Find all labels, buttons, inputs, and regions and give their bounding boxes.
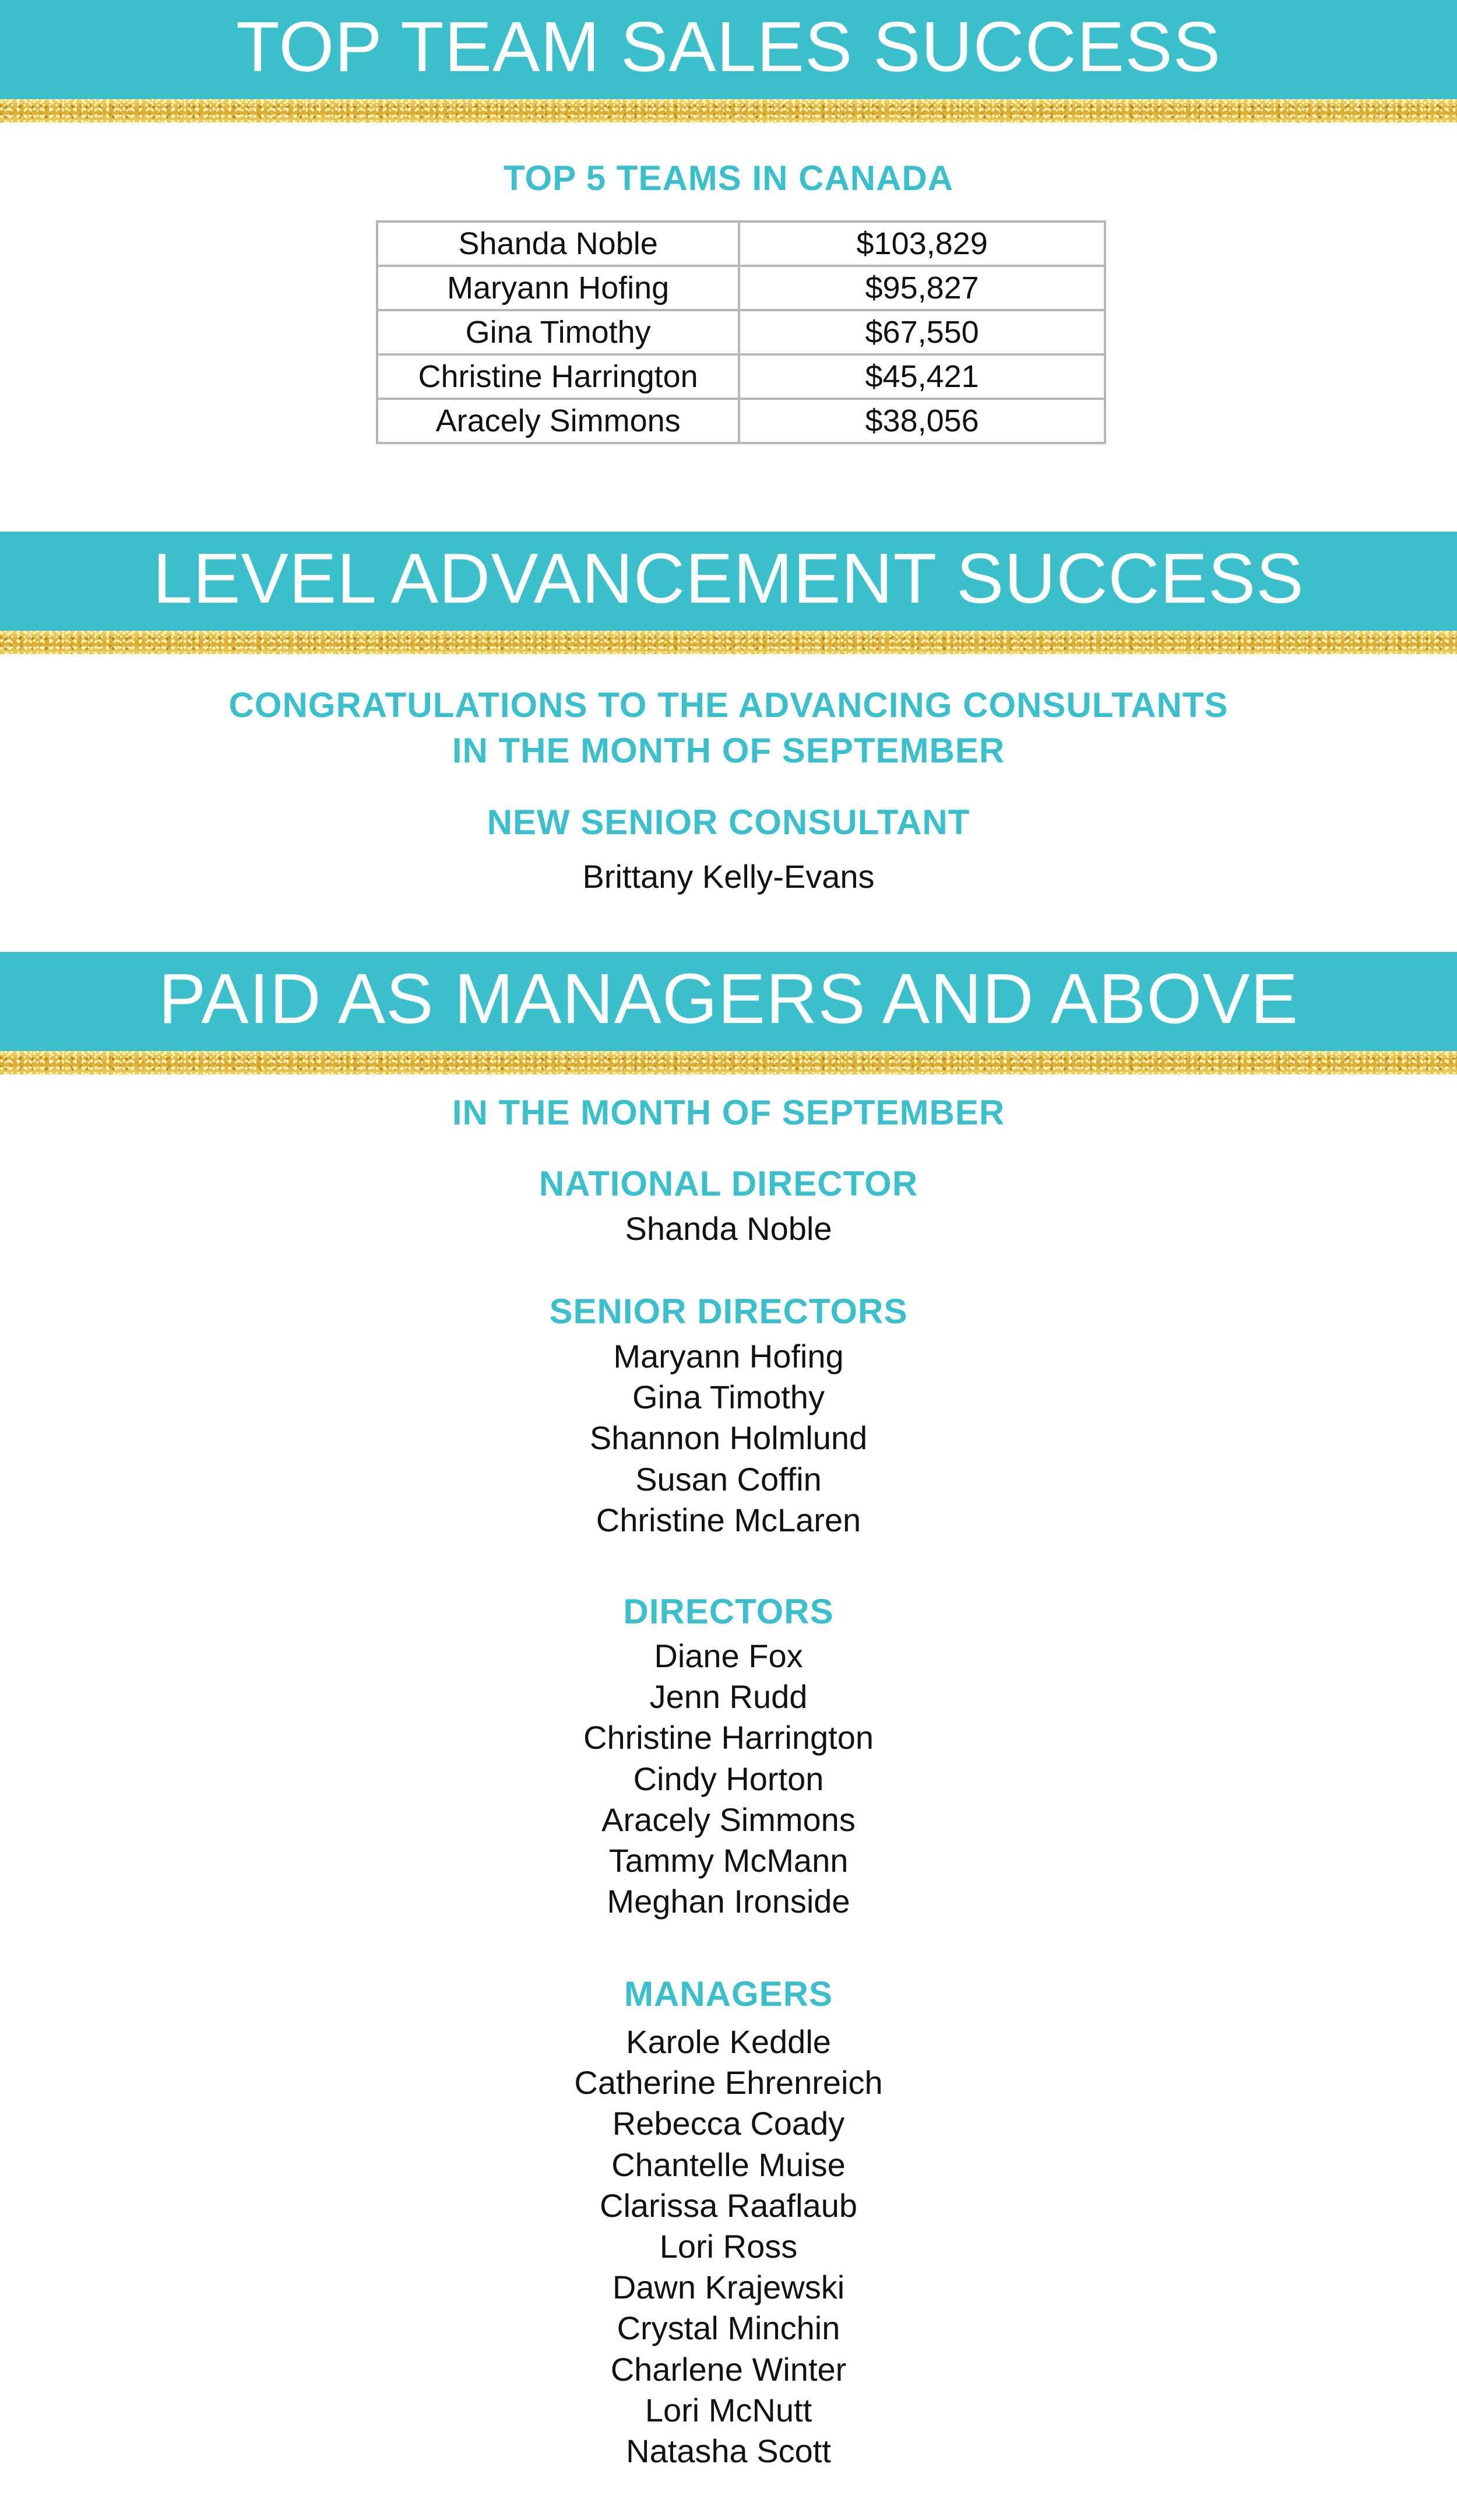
table-row	[377, 266, 1105, 310]
team-amount-cell: $45,421	[739, 354, 1105, 399]
list-item: Charlene Winter	[610, 2350, 847, 2388]
list-item: Christine Harrington	[583, 1719, 874, 1756]
national-director-heading: NATIONAL DIRECTOR	[539, 1164, 918, 1203]
congratulations-line-2: IN THE MONTH OF SEPTEMBER	[452, 731, 1005, 770]
list-item: Christine McLaren	[596, 1501, 861, 1538]
team-amount-cell: $103,829	[739, 222, 1105, 266]
top-five-teams-heading: TOP 5 TEAMS IN CANADA	[503, 159, 954, 198]
list-item: Clarissa Raaflaub	[600, 2187, 857, 2224]
month-of-september-line: IN THE MONTH OF SEPTEMBER	[452, 1093, 1005, 1132]
list-item: Karole Keddle	[626, 2023, 831, 2060]
list-item: Tammy McMann	[608, 1842, 849, 1879]
table-row	[377, 310, 1105, 354]
table-row	[377, 354, 1105, 399]
top-team-banner	[0, 0, 1457, 122]
list-item: Aracely Simmons	[601, 1801, 856, 1838]
list-item: Susan Coffin	[635, 1460, 822, 1498]
national-director-list	[0, 1208, 1457, 1249]
gold-glitter-divider	[0, 99, 1457, 122]
senior-directors-heading: SENIOR DIRECTORS	[549, 1292, 908, 1331]
team-name-cell: Gina Timothy	[377, 310, 739, 354]
managers-heading: MANAGERS	[624, 1974, 833, 2013]
directors-list	[0, 1636, 1457, 1922]
list-item: Shanda Noble	[625, 1210, 832, 1247]
level-advancement-banner-band	[0, 532, 1457, 631]
gold-glitter-divider	[0, 1051, 1457, 1074]
list-item: Lori McNutt	[645, 2391, 812, 2428]
list-item: Shannon Holmlund	[589, 1419, 868, 1457]
new-senior-consultant-heading: NEW SENIOR CONSULTANT	[487, 803, 970, 842]
list-item: Natasha Scott	[626, 2433, 831, 2470]
team-name-cell: Maryann Hofing	[377, 266, 739, 310]
directors-heading: DIRECTORS	[623, 1592, 834, 1631]
team-amount-cell: $95,827	[739, 266, 1105, 310]
list-item: Cindy Horton	[633, 1760, 824, 1797]
table-row	[377, 399, 1105, 443]
team-name-cell: Christine Harrington	[377, 354, 739, 399]
team-name-cell: Shanda Noble	[377, 222, 739, 266]
list-item: Crystal Minchin	[617, 2310, 840, 2347]
paid-as-managers-title: PAID AS MANAGERS AND ABOVE	[158, 959, 1299, 1038]
list-item: Jenn Rudd	[649, 1678, 808, 1716]
list-item: Catherine Ehrenreich	[574, 2064, 883, 2101]
list-item: Meghan Ironside	[607, 1883, 850, 1920]
table-row	[377, 222, 1105, 266]
team-amount-cell: $38,056	[739, 399, 1105, 443]
managers-list	[0, 2022, 1457, 2472]
paid-as-managers-banner	[0, 952, 1457, 1074]
team-name-cell: Aracely Simmons	[377, 399, 739, 443]
list-item: Maryann Hofing	[613, 1338, 844, 1375]
senior-directors-list	[0, 1336, 1457, 1541]
list-item: Chantelle Muise	[611, 2146, 846, 2183]
top-team-banner-band	[0, 0, 1457, 99]
paid-as-managers-banner-band	[0, 952, 1457, 1051]
level-advancement-banner	[0, 532, 1457, 654]
level-advancement-title: LEVEL ADVANCEMENT SUCCESS	[153, 539, 1304, 618]
list-item: Rebecca Coady	[612, 2105, 845, 2142]
congratulations-line-1: CONGRATULATIONS TO THE ADVANCING CONSULTANTS	[228, 686, 1229, 725]
list-item: Dawn Krajewski	[612, 2269, 845, 2306]
new-senior-consultant-name: Brittany Kelly-Evans	[582, 858, 875, 895]
top-teams-table	[376, 220, 1106, 444]
list-item: Diane Fox	[654, 1637, 803, 1674]
top-team-title: TOP TEAM SALES SUCCESS	[236, 7, 1221, 86]
team-amount-cell: $67,550	[739, 310, 1105, 354]
list-item: Gina Timothy	[632, 1379, 825, 1416]
gold-glitter-divider	[0, 631, 1457, 654]
list-item: Lori Ross	[659, 2228, 798, 2265]
